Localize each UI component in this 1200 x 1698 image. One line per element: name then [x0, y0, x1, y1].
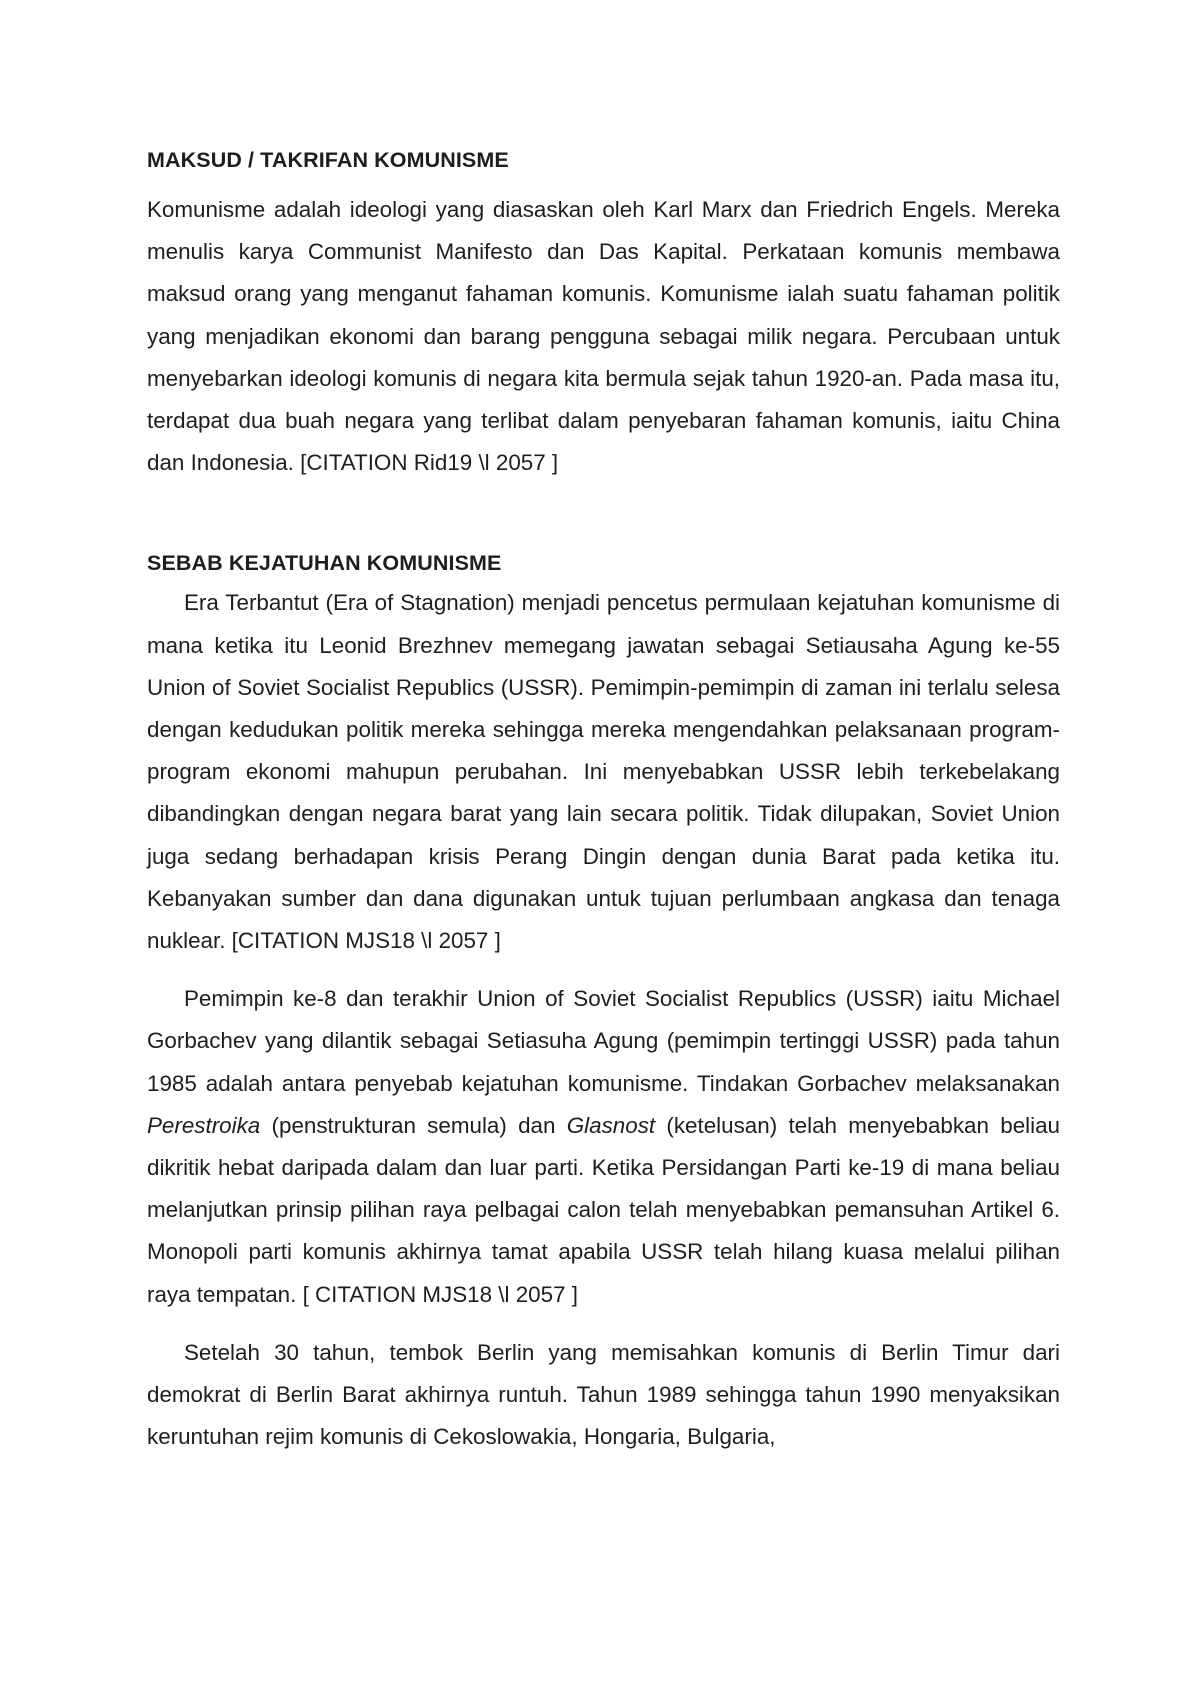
section-spacer — [147, 484, 1060, 544]
gorbachev-text-part2: (penstrukturan semula) dan — [260, 1112, 567, 1138]
definition-paragraph: Komunisme adalah ideologi yang diasaskan oleh Karl Marx dan Friedrich Engels. Mereka menulis karya Communist Manifesto dan Das Kapital. Perkataan komunis membawa maksud orang yang menganut fahaman komunis. Komunisme ialah suatu fahaman politik yang menjadikan ekonomi dan barang pengguna sebagai milik negara. Percubaan untuk menyebarkan ideologi komunis di negara kita bermula sejak tahun 1920-an. Pada masa itu, terdapat dua buah negara yang terlibat dalam penyebaran fahaman komunis, iaitu China dan Indonesia. [CITATION Rid19 \l 2057 ] — [147, 197, 1060, 476]
collapse-paragraph-stagnation: Era Terbantut (Era of Stagnation) menjadi pencetus permulaan kejatuhan komunisme di mana ketika itu Leonid Brezhnev memegang jawatan sebagai Setiausaha Agung ke-55 Union of Soviet Socialist Republics (USSR). Pemimpin-pemimpin di zaman ini terlalu selesa dengan kedudukan politik mereka sehingga mereka mengendahkan pelaksanaan program-program ekonomi mahupun perubahan. Ini menyebabkan USSR lebih terkebelakang dibandingkan dengan negara barat yang lain secara politik. Tidak dilupakan, Soviet Union juga sedang berhadapan krisis Perang Dingin dengan dunia Barat pada ketika itu. Kebanyakan sumber dan dana digunakan untuk tujuan perlumbaan angkasa dan tenaga nuklear. [CITATION MJS18 \l 2057 ] — [147, 590, 1060, 954]
term-glasnost: Glasnost — [566, 1112, 656, 1138]
section-heading-definition: MAKSUD / TAKRIFAN KOMUNISME — [147, 148, 509, 172]
gorbachev-text-part1: Pemimpin ke-8 dan terakhir Union of Soviet Socialist Republics (USSR) iaitu Michael Gorbachev yang dilantik sebagai Setiasuha Agung (pemimpin tertinggi USSR) pada tahun 1985 adalah antara penyebab kejatuhan komunisme. Tindakan Gorbachev melaksanakan — [147, 986, 1060, 1096]
gorbachev-text-part3: (ketelusan) telah menyebabkan beliau dikritik hebat daripada dalam dan luar parti. Ketika Persidangan Parti ke-19 di mana beliau melanjutkan prinsip pilihan raya pelbagai calon telah menyebabkan pemansuhan Artikel 6. Monopoli parti komunis akhirnya tamat apabila USSR telah hilang kuasa melalui pilihan raya tempatan. [ CITATION MJS18 \l 2057 ] — [147, 1112, 1060, 1307]
paragraph-spacer — [147, 1316, 1060, 1332]
paragraph-spacer — [147, 962, 1060, 978]
term-perestroika: Perestroika — [147, 1112, 261, 1138]
collapse-paragraph-berlin: Setelah 30 tahun, tembok Berlin yang memisahkan komunis di Berlin Timur dari demokrat di Berlin Barat akhirnya runtuh. Tahun 1989 sehingga tahun 1990 menyaksikan keruntuhan rejim komunis di Cekoslowakia, Hongaria, Bulgaria, — [147, 1339, 1060, 1450]
document-body — [147, 142, 1060, 1458]
collapse-paragraph-gorbachev — [147, 978, 1060, 1316]
section-heading-collapse: SEBAB KEJATUHAN KOMUNISME — [147, 551, 502, 576]
